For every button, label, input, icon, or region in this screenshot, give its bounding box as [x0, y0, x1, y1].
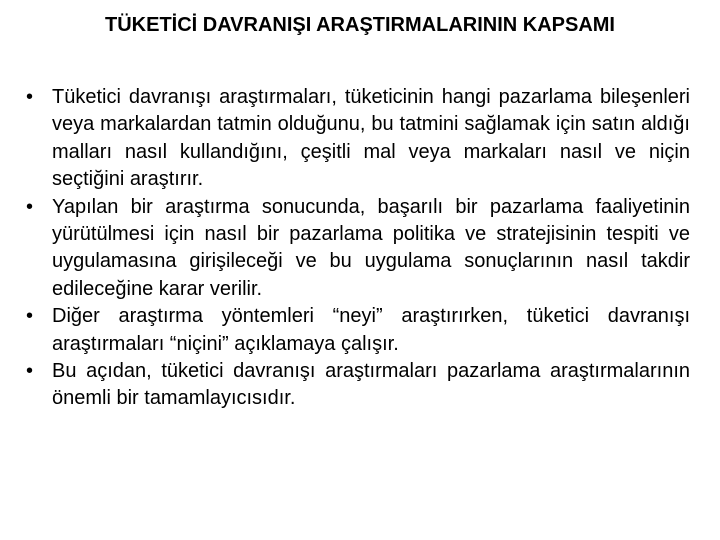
bullet-item	[26, 303, 690, 358]
bullet-list	[26, 84, 690, 413]
bullet-text: Bu açıdan, tüketici davranışı araştırmaları pazarlama araştırmalarının önemli bir tamamlayıcısıdır.	[52, 360, 690, 410]
bullet-text: Yapılan bir araştırma sonucunda, başarılı bir pazarlama faaliyetinin yürütülmesi için nasıl bir pazarlama politika ve stratejisinin tespiti ve uygulamasına girişileceği ve bu uygulama sonuçlarının nasıl takdir edileceğine karar verilir.	[52, 195, 690, 300]
bullet-item	[26, 194, 690, 304]
slide-title: TÜKETİCİ DAVRANIŞI ARAŞTIRMALARININ KAPSAMI	[105, 14, 615, 36]
bullet-dot-icon: •	[26, 86, 34, 108]
bullet-text: Diğer araştırma yöntemleri “neyi” araştırırken, tüketici davranışı araştırmaları “niçini” açıklamaya çalışır.	[52, 305, 690, 355]
bullet-dot-icon: •	[26, 195, 34, 218]
bullet-dot-icon: •	[26, 305, 34, 328]
bullet-text: Tüketici davranışı araştırmaları, tüketicinin hangi pazarlama bileşenleri veya markalardan tatmin olduğunu, bu tatmini sağlamak için satın aldığı malları nasıl kullandığını, çeşitli mal veya markaları nasıl ve niçin seçtiğini araştırır.	[52, 86, 690, 191]
bullet-item	[26, 358, 690, 413]
bullet-item	[26, 84, 690, 194]
bullet-dot-icon: •	[26, 360, 34, 383]
